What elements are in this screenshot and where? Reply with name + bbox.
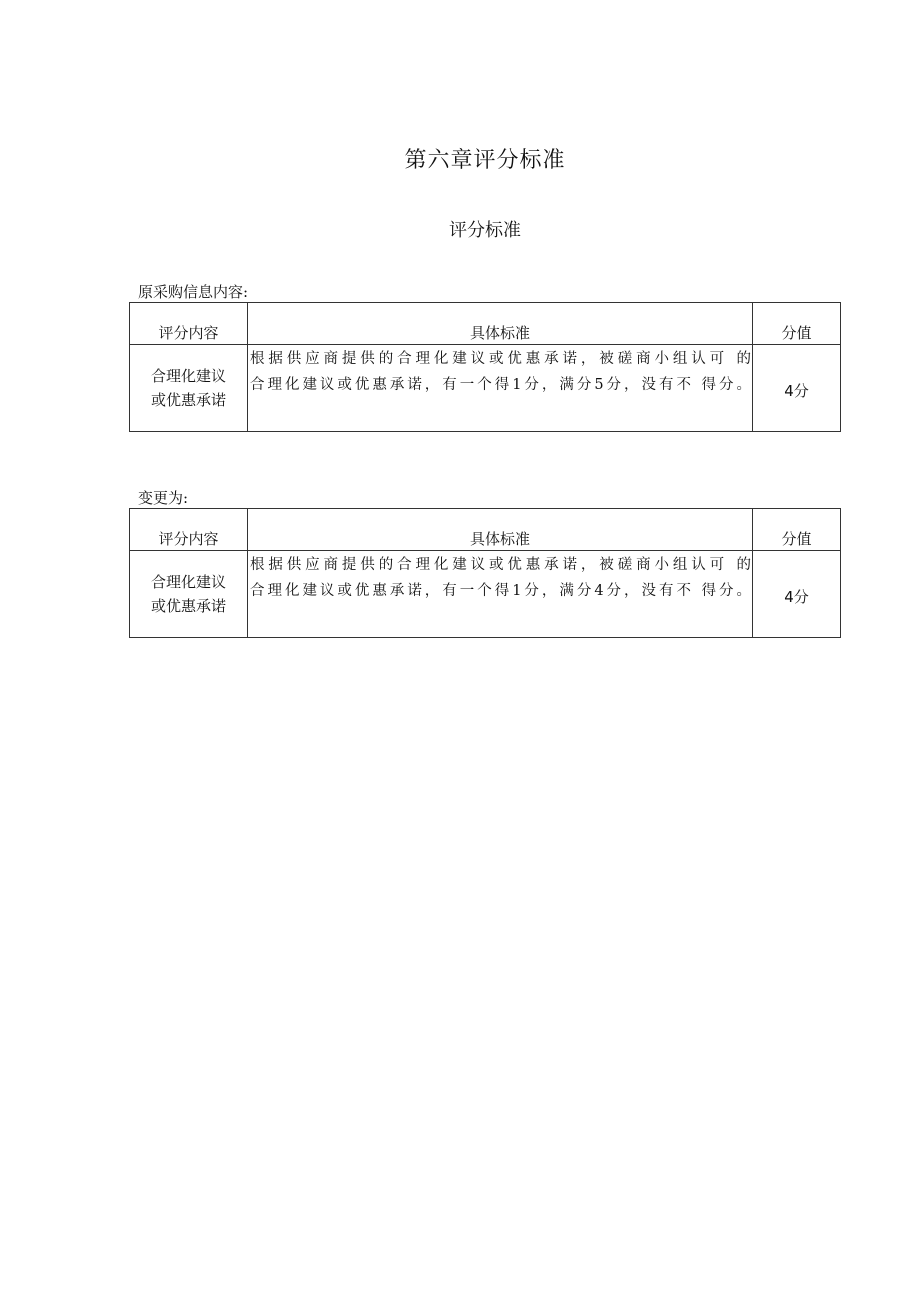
scoring-item-line: 或优惠承诺 (150, 597, 226, 615)
section-title: 评分标准 (449, 220, 521, 241)
header-scoring-item: 评分内容 (130, 303, 248, 345)
header-score-value: 分值 (753, 509, 841, 551)
table-row (130, 345, 841, 432)
table-row (130, 551, 841, 638)
changed-content-caption: 变更为: (138, 489, 189, 507)
criteria-line: 根据供应商提供的合理化建议或优惠承诺，被磋商小组认可 的 (250, 351, 751, 367)
header-scoring-item: 评分内容 (130, 509, 248, 551)
header-criteria: 具体标准 (248, 509, 753, 551)
table-header-row (130, 509, 841, 551)
criteria-cell (248, 345, 753, 432)
scoring-item-cell (130, 551, 248, 638)
scoring-item-line: 合理化建议 (150, 573, 226, 591)
criteria-line: 合理化建议或优惠承诺，有一个得1分，满分4分，没有不 得分。 (250, 583, 751, 599)
changed-scoring-table (129, 508, 841, 638)
header-score-value: 分值 (753, 303, 841, 345)
criteria-line: 合理化建议或优惠承诺，有一个得1分，满分5分，没有不 得分。 (250, 377, 751, 393)
scoring-item-line: 合理化建议 (150, 367, 226, 385)
table-header-row (130, 303, 841, 345)
score-value-cell: 4分 (753, 345, 841, 432)
criteria-line: 根据供应商提供的合理化建议或优惠承诺，被磋商小组认可 的 (250, 557, 751, 573)
original-content-caption: 原采购信息内容: (138, 283, 249, 301)
header-criteria: 具体标准 (248, 303, 753, 345)
original-scoring-table (129, 302, 841, 432)
scoring-item-line: 或优惠承诺 (150, 391, 226, 409)
criteria-cell (248, 551, 753, 638)
chapter-title: 第六章评分标准 (404, 148, 566, 173)
scoring-item-cell (130, 345, 248, 432)
score-value-cell: 4分 (753, 551, 841, 638)
